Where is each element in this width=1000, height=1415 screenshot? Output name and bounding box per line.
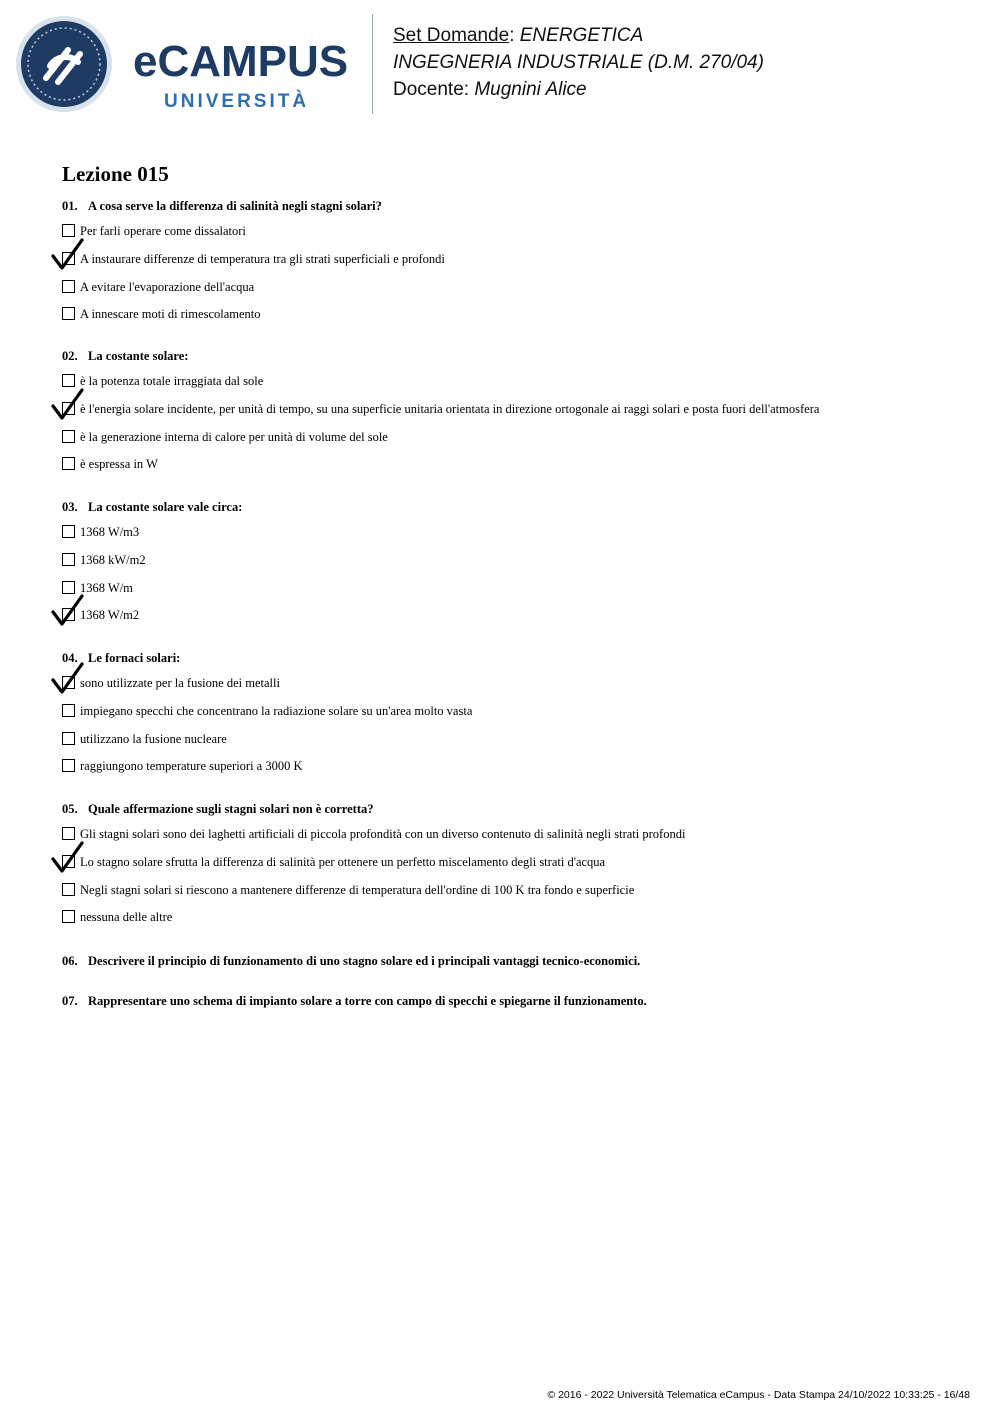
answer-checkbox[interactable] xyxy=(62,910,75,923)
answer-text: è espressa in W xyxy=(80,457,158,472)
answer-text: nessuna delle altre xyxy=(80,910,173,925)
answer-text: è la potenza totale irraggiata dal sole xyxy=(80,374,264,388)
page-footer: © 2016 - 2022 Università Telematica eCampus - Data Stampa 24/10/2022 10:33:25 - 16/48 xyxy=(547,1389,970,1401)
lesson-title: Lezione 015 xyxy=(62,162,169,186)
answer-checkbox[interactable] xyxy=(62,280,75,293)
question-text: La costante solare vale circa: xyxy=(88,500,243,514)
question-number: 06. xyxy=(62,954,78,968)
set-separator: : xyxy=(509,25,520,46)
question-text: Rappresentare uno schema di impianto solare a torre con campo di specchi e spiegarne il funzionamento. xyxy=(88,994,647,1008)
header-info xyxy=(393,22,764,103)
answer-text: impiegano specchi che concentrano la radiazione solare su un'area molto vasta xyxy=(80,703,473,718)
answer-checkbox[interactable] xyxy=(62,704,75,717)
set-label: Set Domande xyxy=(393,25,510,46)
ecampus-logo xyxy=(16,16,361,116)
answer-text: 1368 W/m xyxy=(80,580,133,595)
teacher-label: Docente: xyxy=(393,79,475,100)
answer-text: A evitare l'evaporazione dell'acqua xyxy=(80,279,255,294)
answer-text: 1368 W/m2 xyxy=(80,608,140,623)
question-text: La costante solare: xyxy=(88,349,189,363)
teacher-line xyxy=(393,76,764,103)
course-name: INGEGNERIA INDUSTRIALE (D.M. 270/04) xyxy=(393,52,764,73)
question-number: 07. xyxy=(62,994,78,1008)
answer-checkbox[interactable] xyxy=(62,525,75,538)
answer-text: Lo stagno solare sfrutta la differenza di salinità per ottenere un perfetto miscelamento degli strati d'acqua xyxy=(80,854,606,869)
answer-checkbox[interactable] xyxy=(62,457,75,470)
set-line xyxy=(393,22,764,49)
logo-subword: UNIVERSITÀ xyxy=(164,91,310,112)
question-number: 01. xyxy=(62,199,78,213)
answer-text: A innescare moti di rimescolamento xyxy=(80,307,261,322)
header-divider xyxy=(372,14,373,114)
question-7 xyxy=(62,994,647,1009)
answer-text: utilizzano la fusione nucleare xyxy=(80,731,227,746)
answer-checkbox[interactable] xyxy=(62,430,75,443)
set-value: ENERGETICA xyxy=(519,25,644,46)
answer-text: 1368 W/m3 xyxy=(80,525,140,539)
answer-text: 1368 kW/m2 xyxy=(80,552,146,567)
logo-word: eCAMPUS xyxy=(133,37,349,86)
question-number: 04. xyxy=(62,651,78,665)
answer-checkbox[interactable] xyxy=(62,553,75,566)
question-text: Quale affermazione sugli stagni solari non è corretta? xyxy=(88,802,374,816)
answer-checkbox[interactable] xyxy=(62,224,75,237)
answer-checkbox[interactable] xyxy=(62,732,75,745)
checkmark-icon xyxy=(50,238,84,272)
answer-text: A instaurare differenze di temperatura tra gli strati superficiali e profondi xyxy=(80,251,445,266)
answer-text: sono utilizzate per la fusione dei metalli xyxy=(80,676,280,690)
answer-checkbox[interactable] xyxy=(62,581,75,594)
question-text: A cosa serve la differenza di salinità negli stagni solari? xyxy=(88,199,382,213)
question-number: 05. xyxy=(62,802,78,816)
question-1 xyxy=(62,199,382,214)
answer-checkbox[interactable] xyxy=(62,759,75,772)
question-number: 02. xyxy=(62,349,78,363)
question-text: Le fornaci solari: xyxy=(88,651,181,665)
answer-checkbox[interactable] xyxy=(62,827,75,840)
answer-text: Gli stagni solari sono dei laghetti artificiali di piccola profondità con un diverso contenuto di salinità negli strati profondi xyxy=(80,827,686,841)
course-line xyxy=(393,49,764,76)
answer-text: Per farli operare come dissalatori xyxy=(80,224,246,238)
question-3 xyxy=(62,500,242,515)
checkmark-icon xyxy=(50,662,84,696)
checkmark-icon xyxy=(50,841,84,875)
teacher-name: Mugnini Alice xyxy=(474,79,587,100)
answer-text: Negli stagni solari si riescono a mantenere differenze di temperatura dell'ordine di 100 K tra fondo e superficie xyxy=(80,882,635,897)
question-2 xyxy=(62,349,188,364)
answer-text: raggiungono temperature superiori a 3000 K xyxy=(80,759,303,774)
question-6 xyxy=(62,954,640,969)
question-5 xyxy=(62,802,374,817)
answer-text: è l'energia solare incidente, per unità di tempo, su una superficie unitaria orientata in direzione ortogonale ai raggi solari e posta fuori dell'atmosfera xyxy=(80,401,820,416)
question-text: Descrivere il principio di funzionamento di uno stagno solare ed i principali vantaggi tecnico-economici. xyxy=(88,954,641,968)
answer-text: è la generazione interna di calore per unità di volume del sole xyxy=(80,429,388,444)
answer-checkbox[interactable] xyxy=(62,374,75,387)
question-number: 03. xyxy=(62,500,78,514)
answer-checkbox[interactable] xyxy=(62,307,75,320)
answer-checkbox[interactable] xyxy=(62,883,75,896)
checkmark-icon xyxy=(50,388,84,422)
checkmark-icon xyxy=(50,594,84,628)
